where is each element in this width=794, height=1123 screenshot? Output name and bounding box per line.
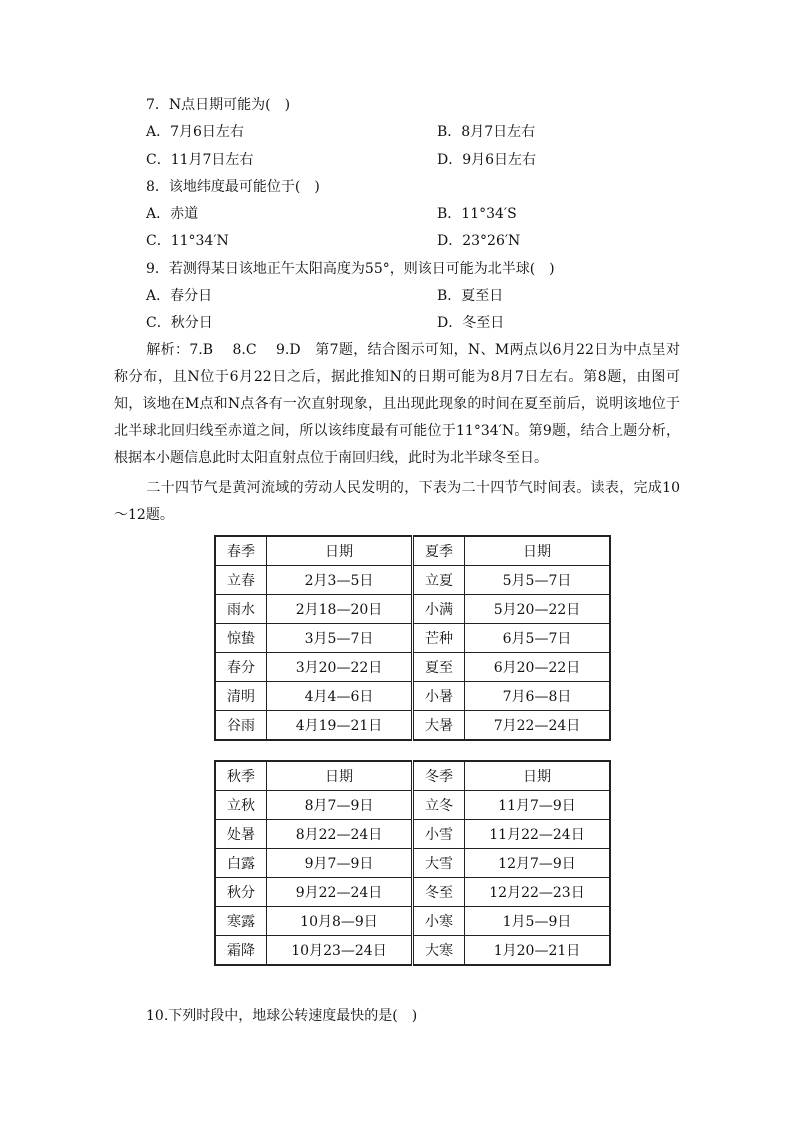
table-cell: 5月20—22日 [465, 595, 611, 624]
table-cell: 小满 [413, 595, 465, 624]
analysis-label: 解析： [146, 342, 190, 358]
table-cell: 清明 [215, 682, 267, 711]
intro-paragraph [114, 475, 680, 529]
table-cell: 11月22—24日 [465, 820, 611, 849]
table-cell: 6月5—7日 [465, 624, 611, 653]
q8-option-d: D．23°26′N [437, 233, 521, 249]
table-header-cell: 秋季 [215, 761, 267, 791]
q8-option-b: B．11°34′S [437, 206, 517, 222]
table-cell: 11月7—9日 [465, 791, 611, 820]
q7-option-a: A．7月6日左右 [146, 124, 244, 140]
table-cell: 谷雨 [215, 711, 267, 741]
q7-option-b: B．8月7日左右 [437, 124, 536, 140]
table-row [215, 878, 610, 907]
table-cell: 惊蛰 [215, 624, 267, 653]
solar-terms-table-spring-summer [214, 535, 611, 741]
table-row [215, 907, 610, 936]
table-cell: 5月5—7日 [465, 566, 611, 595]
q8-option-a: A．赤道 [146, 206, 199, 222]
q9-option-d: D．冬至日 [437, 315, 505, 331]
table-cell: 大寒 [413, 936, 465, 966]
table-cell: 8月22—24日 [267, 820, 413, 849]
table-header-cell: 日期 [465, 761, 611, 791]
table-cell: 6月20—22日 [465, 653, 611, 682]
table-cell: 9月22—24日 [267, 878, 413, 907]
table-header-cell: 日期 [267, 761, 413, 791]
table-row [215, 682, 610, 711]
q9-option-b: B．夏至日 [437, 288, 504, 304]
table-cell: 1月5—9日 [465, 907, 611, 936]
analysis-text: 7.B 8.C 9.D 第7题，结合图示可知，N、M两点以6月22日为中点呈对称分布，且N位于6月22日之后，据此推知N的日期可能为8月7日左右。第8题，由图可知，该地在M点和N点各有一次直射现象，且出现此现象的时间在夏至前后，说明该地位于北半球北回归线至赤道之间，所以该纬度最有可能位于11°34′N。第9题，结合上题分析，根据本小题信息此时太阳直射点位于南回归线，此时为北半球冬至日。 [114, 342, 681, 466]
table-cell: 3月20—22日 [267, 653, 413, 682]
q10-stem: 10.下列时段中，地球公转速度最快的是( ) [146, 1008, 418, 1024]
table-row [215, 711, 610, 741]
table-cell: 冬至 [413, 878, 465, 907]
table-cell: 小暑 [413, 682, 465, 711]
table-cell: 秋分 [215, 878, 267, 907]
table-cell: 3月5—7日 [267, 624, 413, 653]
table-cell: 立春 [215, 566, 267, 595]
q7-option-c: C．11月7日左右 [146, 152, 254, 168]
table-cell: 春分 [215, 653, 267, 682]
table-cell: 9月7—9日 [267, 849, 413, 878]
table-cell: 芒种 [413, 624, 465, 653]
table-row [215, 849, 610, 878]
table-cell: 白露 [215, 849, 267, 878]
q8-stem: 8．该地纬度最可能位于( ) [146, 179, 320, 195]
table-cell: 10月23—24日 [267, 936, 413, 966]
table-cell: 大暑 [413, 711, 465, 741]
q9-option-a: A．春分日 [146, 288, 213, 304]
q8-option-c: C．11°34′N [146, 233, 229, 249]
table-cell: 2月3—5日 [267, 566, 413, 595]
q9-stem: 9．若测得某日该地正午太阳高度为55°，则该日可能为北半球( ) [146, 261, 555, 277]
table-cell: 4月4—6日 [267, 682, 413, 711]
q7-stem: 7．N点日期可能为( ) [146, 97, 291, 113]
table-cell: 12月7—9日 [465, 849, 611, 878]
table-header-cell: 夏季 [413, 536, 465, 566]
table-cell: 立秋 [215, 791, 267, 820]
table-row [215, 566, 610, 595]
table-header-cell: 日期 [465, 536, 611, 566]
table-cell: 7月22—24日 [465, 711, 611, 741]
table-header-cell: 日期 [267, 536, 413, 566]
table-cell: 1月20—21日 [465, 936, 611, 966]
table-row [215, 936, 610, 966]
table-row [215, 653, 610, 682]
table-cell: 大雪 [413, 849, 465, 878]
analysis-paragraph [114, 337, 680, 472]
table-cell: 夏至 [413, 653, 465, 682]
solar-terms-table-autumn-winter [214, 760, 611, 966]
table-row [215, 595, 610, 624]
table-cell: 立夏 [413, 566, 465, 595]
q9-option-c: C．秋分日 [146, 315, 213, 331]
table-cell: 12月22—23日 [465, 878, 611, 907]
table-header-cell: 冬季 [413, 761, 465, 791]
table-cell: 7月6—8日 [465, 682, 611, 711]
table-row [215, 624, 610, 653]
intro-text: 二十四节气是黄河流域的劳动人民发明的，下表为二十四节气时间表。读表，完成10～12题。 [114, 480, 680, 523]
table-cell: 寒露 [215, 907, 267, 936]
table-cell: 雨水 [215, 595, 267, 624]
table-header-row [215, 761, 610, 791]
table-header-row [215, 536, 610, 566]
table-cell: 10月8—9日 [267, 907, 413, 936]
table-cell: 8月7—9日 [267, 791, 413, 820]
table-row [215, 791, 610, 820]
q7-option-d: D．9月6日左右 [437, 152, 537, 168]
table-cell: 小雪 [413, 820, 465, 849]
table-cell: 2月18—20日 [267, 595, 413, 624]
table-cell: 立冬 [413, 791, 465, 820]
table-cell: 霜降 [215, 936, 267, 966]
table-cell: 处暑 [215, 820, 267, 849]
table-cell: 4月19—21日 [267, 711, 413, 741]
table-cell: 小寒 [413, 907, 465, 936]
table-row [215, 820, 610, 849]
table-header-cell: 春季 [215, 536, 267, 566]
